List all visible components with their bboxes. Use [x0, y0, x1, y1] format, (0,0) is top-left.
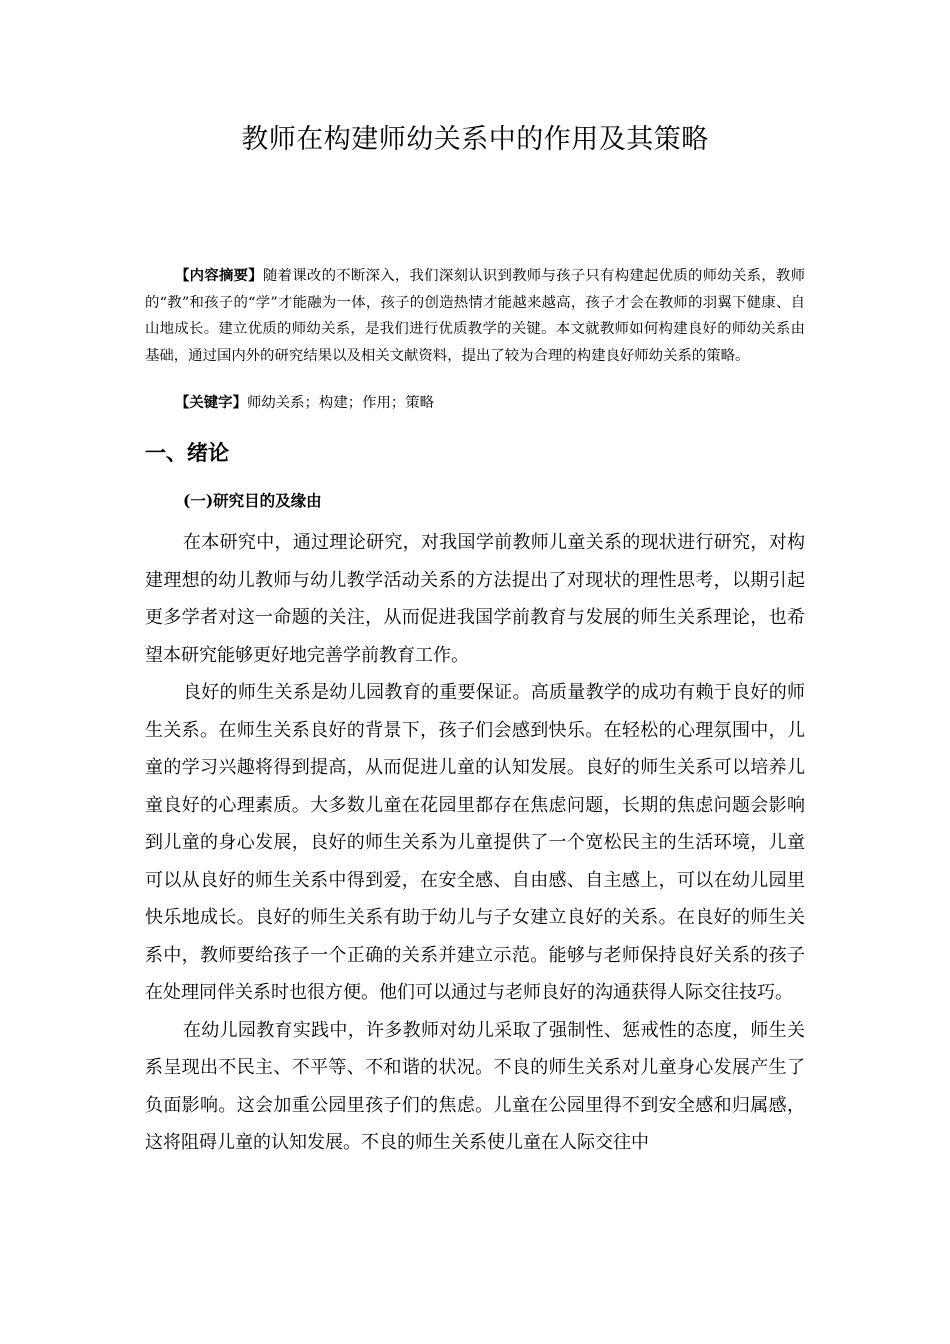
body-paragraph-2: 良好的师生关系是幼儿园教育的重要保证。高质量教学的成功有赖于良好的师生关系。在师生关系良好的背景下，孩子们会感到快乐。在轻松的心理氛围中，儿童的学习兴趣将得到提高，从而促进儿童的认知发展。良好的师生关系可以培养儿童良好的心理素质。大多数儿童在花园里都存在焦虑问题，长期的焦虑问题会影响到儿童的身心发展，良好的师生关系为儿童提供了一个宽松民主的生活环境，儿童可以从良好的师生关系中得到爱，在安全感、自由感、自主感上，可以在幼儿园里快乐地成长。良好的师生关系有助于幼儿与子女建立良好的关系。在良好的师生关系中，教师要给孩子一个正确的关系并建立示范。能够与老师保持良好关系的孩子在处理同伴关系时也很方便。他们可以通过与老师良好的沟通获得人际交往技巧。	[145, 682, 805, 1003]
abstract	[145, 263, 805, 369]
keywords	[145, 390, 805, 417]
keywords-label: 【关键字】	[175, 394, 247, 411]
body-paragraph-3: 在幼儿园教育实践中，许多教师对幼儿采取了强制性、惩戒性的态度，师生关系呈现出不民主、不平等、不和谐的状况。不良的师生关系对儿童身心发展产生了负面影响。这会加重公园里孩子们的焦虑。儿童在公园里得不到安全感和归属感，这将阻碍儿童的认知发展。不良的师生关系使儿童在人际交往中	[145, 1019, 805, 1153]
paper-title: 教师在构建师幼关系中的作用及其策略	[241, 124, 709, 155]
keywords-text: 师幼关系；构建；作用；策略	[246, 395, 435, 411]
body-paragraph-1: 在本研究中，通过理论研究，对我国学前教师儿童关系的现状进行研究，对构建理想的幼儿教师与幼儿教学活动关系的方法提出了对现状的理性思考，以期引起更多学者对这一命题的关注，从而促进我国学前教育与发展的师生关系理论，也希望本研究能够更好地完善学前教育工作。	[145, 532, 805, 666]
body-text	[145, 524, 805, 1162]
subsection-heading: (一)研究目的及缘由	[183, 491, 322, 510]
abstract-label: 【内容摘要】	[175, 267, 263, 284]
abstract-text: 随着课改的不断深入，我们深刻认识到教师与孩子只有构建起优质的师幼关系，教师的“教”和孩子的“学”才能融为一体，孩子的创造热情才能越来越高，孩子才会在教师的羽翼下健康、自山地成长。建立优质的师幼关系，是我们进行优质教学的关键。本文就教师如何构建良好的师幼关系由基础，通过国内外的研究结果以及相关文献资料，提出了较为合理的构建良好师幼关系的策略。	[145, 268, 805, 364]
section-heading: 一、绪论	[145, 441, 229, 465]
